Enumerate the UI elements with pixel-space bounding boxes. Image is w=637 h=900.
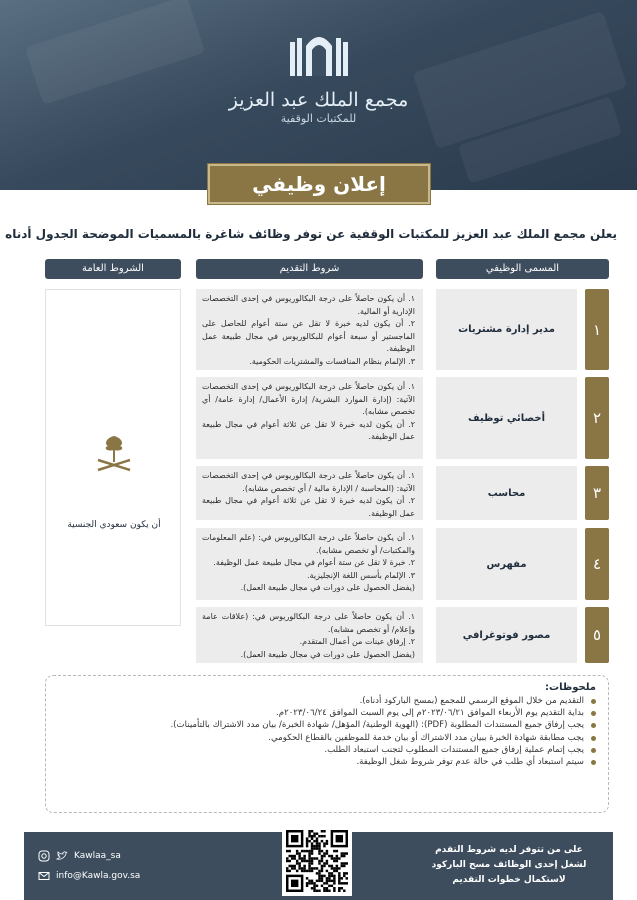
condition-line: ١. أن يكون حاصلاً على درجة البكالوريوس في إحدى التخصصات الآتية: (إدارة الموارد البشرية/ إدارة الأعمال/ إدارة عامة/ أي تخصص مشابه).: [202, 382, 415, 416]
hero-header: [0, 0, 637, 190]
announcement-headline: يعلن مجمع الملك عبد العزيز للمكتبات الوقفية عن توفر وظائف شاغرة بالمسميات الموضحة الجدول أدناه: [5, 227, 617, 241]
apply-instructions: [419, 843, 599, 888]
condition-line: ١. أن يكون حاصلاً على درجة البكالوريوس في: (علم المعلومات والمكتبات/ أو تخصص مشابه).: [202, 533, 415, 555]
row-number: ١: [585, 289, 609, 370]
job-title: أخصائي توظيف: [436, 377, 577, 459]
job-conditions: [196, 289, 423, 370]
note-item: التقديم من خلال الموقع الرسمي للمجمع (بمسح الباركود أدناه).: [56, 695, 596, 707]
job-announcement-banner: إعلان وظيفي: [208, 164, 430, 204]
note-item: سيتم استبعاد أي طلب في حالة عدم توفر شروط شغل الوظيفة.: [56, 756, 596, 768]
general-condition-text: أن يكون سعودي الجنسية: [67, 520, 161, 530]
twitter-handle: Kawlaa_sa: [74, 851, 121, 861]
notes-box: [45, 675, 609, 813]
condition-line: ١. أن يكون حاصلاً على درجة البكالوريوس في إحدى التخصصات الآتية: (المحاسبة / الإدارة مالية / أي تخصص مشابه).: [202, 471, 415, 493]
envelope-icon: [38, 870, 50, 882]
header-general-conditions: الشروط العامة: [45, 259, 181, 279]
note-item: يجب إتمام عملية إرفاق جميع المستندات المطلوب لتجنب استبعاد الطلب.: [56, 744, 596, 756]
condition-line: ١. أن يكون حاصلاً على درجة البكالوريوس في: (علاقات عامة وإعلام/ أو تخصص مشابه).: [202, 612, 415, 634]
footer: [24, 832, 613, 900]
organization-logo: [0, 30, 637, 126]
job-title: مدير إدارة مشتريات: [436, 289, 577, 370]
job-conditions: [196, 607, 423, 663]
job-conditions: [196, 466, 423, 520]
job-conditions: [196, 528, 423, 600]
job-conditions: [196, 377, 423, 459]
row-number: ٤: [585, 528, 609, 600]
note-item: بداية التقديم يوم الأربعاء الموافق ٢٠٢٣/٠٦/٢١م إلى يوم السبت الموافق ٢٠٢٣/٠٦/٢٤م.: [56, 707, 596, 719]
condition-line: ١. أن يكون حاصلاً على درجة البكالوريوس في إحدى التخصصات الإدارية أو المالية.: [202, 294, 415, 316]
condition-line: ٣. الإلمام بأسس اللغة الإنجليزية.: [307, 570, 415, 580]
logo-title: مجمع الملك عبد العزيز: [228, 89, 409, 111]
row-number: ٥: [585, 607, 609, 663]
cta-line-2: لشغل إحدى الوظائف مسح الباركود: [431, 860, 587, 870]
twitter-icon: [56, 850, 68, 862]
condition-line: ٢. أن يكون لديه خبرة لا تقل عن ثلاثة أعوام في مجال طبيعة عمل الوظيفة.: [202, 419, 415, 441]
note-item: يجب مطابقة شهادة الخبرة ببيان مدد الاشتراك أو بيان خدمة للموظفين بالقطاع الحكومي.: [56, 732, 596, 744]
general-conditions-cell: [45, 289, 181, 626]
condition-line: ٢. أن يكون لديه خبرة لا تقل عن ستة أعوام للحاصل على الماجستير أو سبعة أعوام للبكالوريوس في مجال طبيعة عمل الوظيفة.: [202, 319, 415, 353]
job-title: مفهرس: [436, 528, 577, 600]
social-twitter[interactable]: [38, 850, 121, 862]
books-dome-icon: [284, 30, 354, 80]
header-application-conditions: شروط التقديم: [196, 259, 423, 279]
application-qr-code[interactable]: [282, 826, 352, 896]
logo-subtitle: للمكتبات الوقفية: [280, 112, 357, 125]
job-title: محاسب: [436, 466, 577, 520]
condition-line: ٢. إرفاق عينات من أعمال المتقدم.: [299, 637, 415, 646]
social-email[interactable]: [38, 870, 140, 882]
row-number: ٢: [585, 377, 609, 459]
condition-line: ٢. أن يكون لديه خبرة لا تقل عن ثلاثة أعوام في مجال طبيعة عمل الوظيفة.: [202, 496, 415, 518]
condition-line: (يفضل الحصول على دورات في مجال طبيعة العمل).: [240, 649, 415, 659]
email-address: info@Kawla.gov.sa: [56, 871, 141, 881]
job-title: مصور فوتوغرافي: [436, 607, 577, 663]
condition-line: (يفضل الحصول على دورات في مجال طبيعة العمل).: [240, 583, 415, 592]
condition-line: ٢. خبرة لا تقل عن ستة أعوام في مجال طبيعة عمل الوظيفة.: [213, 558, 415, 567]
condition-line: ٣. الإلمام بنظام المنافسات والمشتريات الحكومية.: [249, 356, 415, 366]
notes-list: [56, 695, 596, 768]
note-item: يجب إرفاق جميع المستندات المطلوبة (PDF): (الهوية الوطنية/ المؤهل/ شهادة الخبرة/ بيان مدد الاشتراك بالتأمينات).: [56, 719, 596, 731]
row-number: ٣: [585, 466, 609, 520]
header-job-title: المسمى الوظيفي: [436, 259, 609, 279]
cta-line-1: على من تتوفر لديه شروط التقدم: [435, 845, 583, 855]
instagram-icon: [38, 850, 50, 862]
notes-title: ملحوظات:: [545, 682, 596, 693]
qr-code-icon: [286, 830, 348, 892]
cta-line-3: لاستكمال خطوات التقديم: [452, 875, 566, 885]
saudi-emblem-icon: [92, 432, 136, 476]
